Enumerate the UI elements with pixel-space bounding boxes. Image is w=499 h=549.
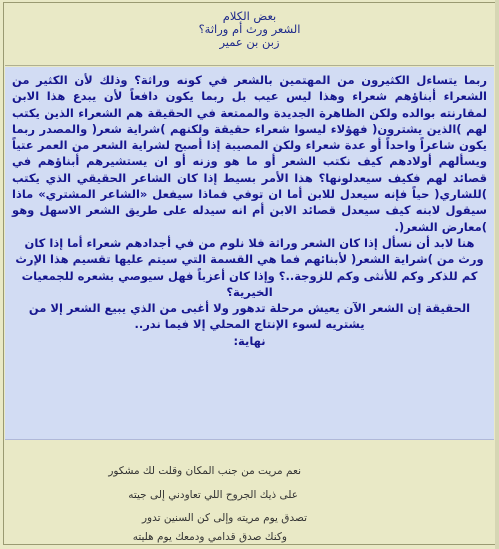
poem-line-4: وكنك صدق قدامي ودمعك يوم هليته bbox=[132, 531, 287, 543]
paragraph-2: هنا لابد أن نسأل إذا كان الشعر وراثة فلا نلوم من في أجدادهم شعراء أما إذا كان ورث من )شراية الشعر( لأبنائهم فما هي القسمة التي سيتم عليها تقسيم هذا الإرث كم للذكر وكم للأنثى وكم للزوجة..؟ وإذا كان أعزباً فهل سيوصي بشعره للجمعيات الخيرية؟ bbox=[15, 235, 484, 299]
article-title: الشعر ورث أم وراثة؟ bbox=[198, 22, 301, 36]
poem-line-1: نعم مريت من جنب المكان وقلت لك مشكور bbox=[108, 465, 301, 477]
paragraph-3: الحقيقة إن الشعر الآن يعيش مرحلة تدهور ولا أغبى من الذي يبيع الشعر إلا من يشتريه لسوء الإنتاج المحلي إلا فيما ندر.. bbox=[28, 301, 471, 332]
paragraph-1: ربما يتساءل الكثيرون من المهتمين بالشعر في كونه وراثة؟ وذلك لأن الكثير من الشعراء أبناؤهم شعراء وهذا ليس عيب بل ربما يكون دافعاً لأن يبدع هذا الابن لمقارنته بوالده ولكن الظاهرة الجديدة والممتعة في الحقيقة هم الشعراء الذين يكتب لهم )الذين يشترون( فهؤلاء ليسوا شعراء حقيقة ولكنهم )شراية شعر( والمصدر ربما يكون شاعراً واحداً أو عدة شعراء ولكن المصيبة إذا أصبح لشراية الشعر من العمر عتياً ويسألهم أولادهم كيف نكتب الشعر أو ما هو وزنه أو ان يستشيرهم أبناؤهم في قصائد لهم فكيف سيعدلونها؟ هذا الأمر بسيط إذا كان الشاعر الحقيقي الذي يكتب )للشاري( حياً فإنه سيعدل للابن أما ان توفي فماذا سيفعل «الشاعر المشتري» ماذا سيقول لابنه كيف سيعدل قصائد الابن أم انه سيدله على طريق الشعر الاسهل وهو )معارض الشعر(. bbox=[12, 73, 487, 234]
article-body bbox=[5, 67, 494, 440]
scrollbar[interactable] bbox=[495, 0, 499, 549]
poem-line-2: على ذيك الجروح اللي تعاودني إلى جيته bbox=[128, 489, 298, 501]
page-frame bbox=[3, 2, 496, 545]
poem-section bbox=[5, 441, 494, 543]
column-title: بعض الكلام bbox=[222, 9, 277, 23]
author-name: زبن بن عمير bbox=[219, 35, 280, 49]
article-header bbox=[5, 4, 494, 66]
ending-label: نهاية: bbox=[233, 333, 266, 348]
poem-line-3: تصدق يوم مريته وإلى كن السنين تدور bbox=[141, 512, 307, 524]
